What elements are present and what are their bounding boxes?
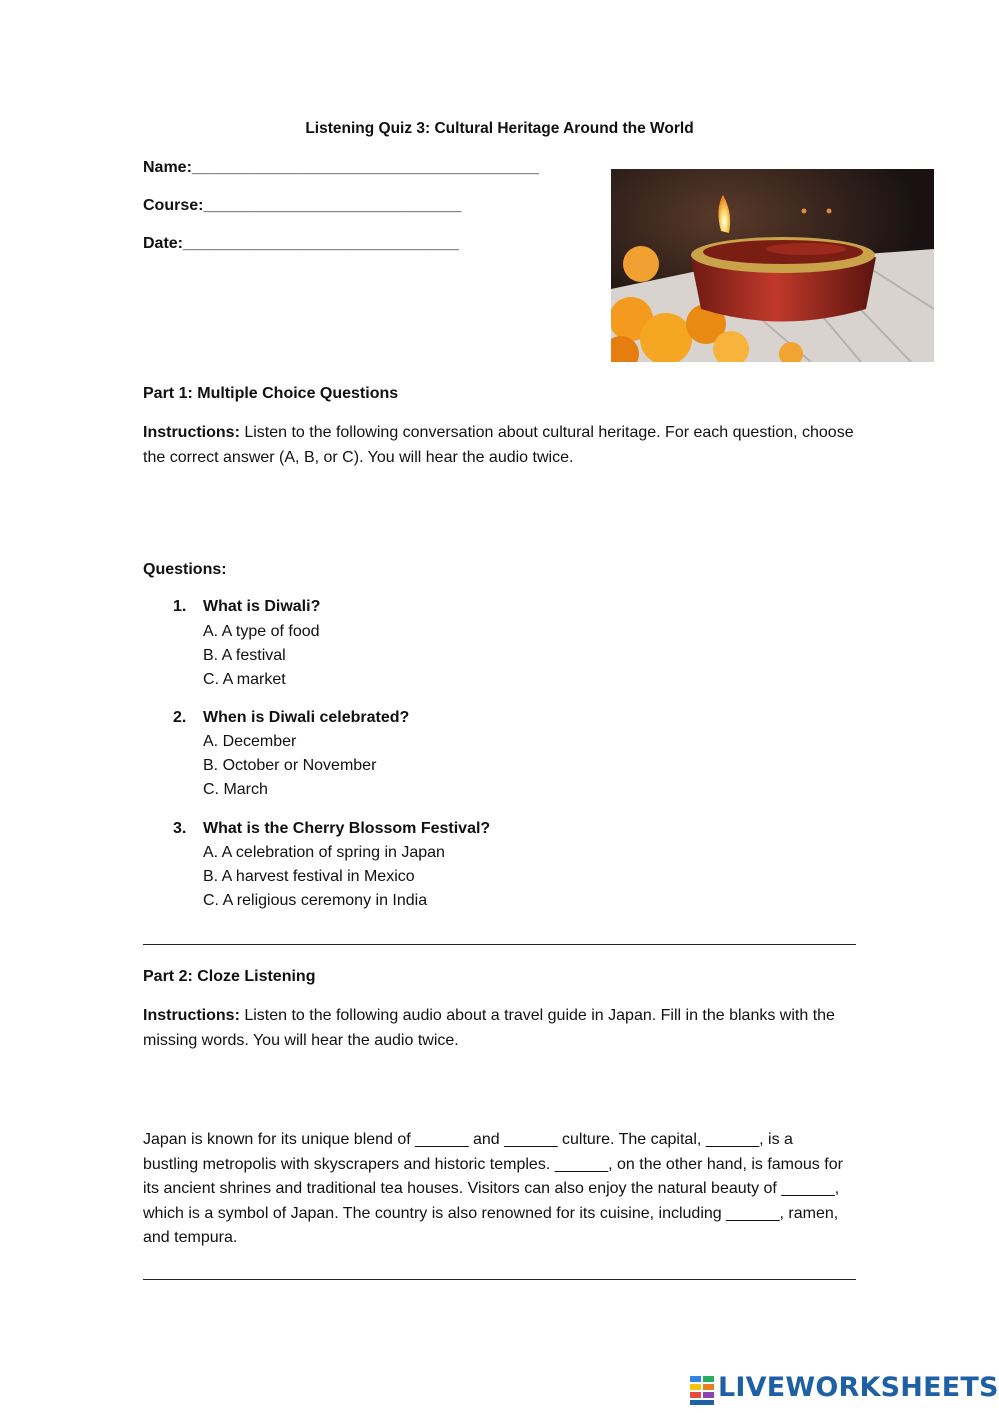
answer-option: C. March	[203, 781, 268, 798]
liveworksheets-logo-icon	[690, 1376, 716, 1406]
date-field-label: Date:_______________________________	[143, 235, 459, 252]
answer-option: A. A celebration of spring in Japan	[203, 844, 445, 861]
question-text: When is Diwali celebrated?	[203, 709, 410, 726]
diya-lamp-photo	[611, 169, 934, 362]
answer-option: A. A type of food	[203, 623, 320, 640]
answer-option: C. A market	[203, 671, 286, 688]
part2-instructions	[143, 1004, 858, 1053]
part2-instructions-text: Listen to the following audio about a travel guide in Japan. Fill in the blanks with the missing words. You will hear the audio twice.	[143, 1007, 835, 1049]
question-number: 1.	[173, 598, 187, 615]
section-divider	[143, 944, 856, 945]
name-field-label: Name:_______________________________________	[143, 159, 539, 176]
liveworksheets-logo[interactable]	[690, 1372, 999, 1406]
part1-instructions-label: Instructions:	[143, 424, 240, 441]
part2-heading: Part 2: Cloze Listening	[143, 968, 316, 985]
question-text: What is Diwali?	[203, 598, 321, 615]
part1-instructions	[143, 421, 858, 470]
page-title: Listening Quiz 3: Cultural Heritage Around the World	[305, 120, 694, 137]
part2-instructions-label: Instructions:	[143, 1007, 240, 1024]
question-number: 3.	[173, 820, 187, 837]
questions-heading: Questions:	[143, 561, 227, 578]
answer-option: C. A religious ceremony in India	[203, 892, 428, 909]
part1-instructions-text: Listen to the following conversation about cultural heritage. For each question, choose the correct answer (A, B, or C). You will hear the audio twice.	[143, 424, 854, 466]
course-field-label: Course:_____________________________	[143, 197, 462, 214]
answer-option: B. October or November	[203, 757, 377, 774]
liveworksheets-logo-text: LIVEWORKSHEETS	[718, 1372, 999, 1403]
answer-option: A. December	[203, 733, 297, 750]
section-divider	[143, 1279, 856, 1280]
answer-option: B. A festival	[203, 647, 286, 664]
answer-option: B. A harvest festival in Mexico	[203, 868, 415, 885]
part1-heading: Part 1: Multiple Choice Questions	[143, 385, 399, 402]
cloze-passage: Japan is known for its unique blend of ______ and ______ culture. The capital, ______, is a bustling metropolis with skyscrapers and historic temples. ______, on the other hand, is famous for its ancient shrines and traditional tea houses. Visitors can also enjoy the natural beauty of ______, which is a symbol of Japan. The country is also renowned for its cuisine, including ______, ramen, and tempura.	[143, 1131, 843, 1246]
question-number: 2.	[173, 709, 187, 726]
question-text: What is the Cherry Blossom Festival?	[203, 820, 491, 837]
